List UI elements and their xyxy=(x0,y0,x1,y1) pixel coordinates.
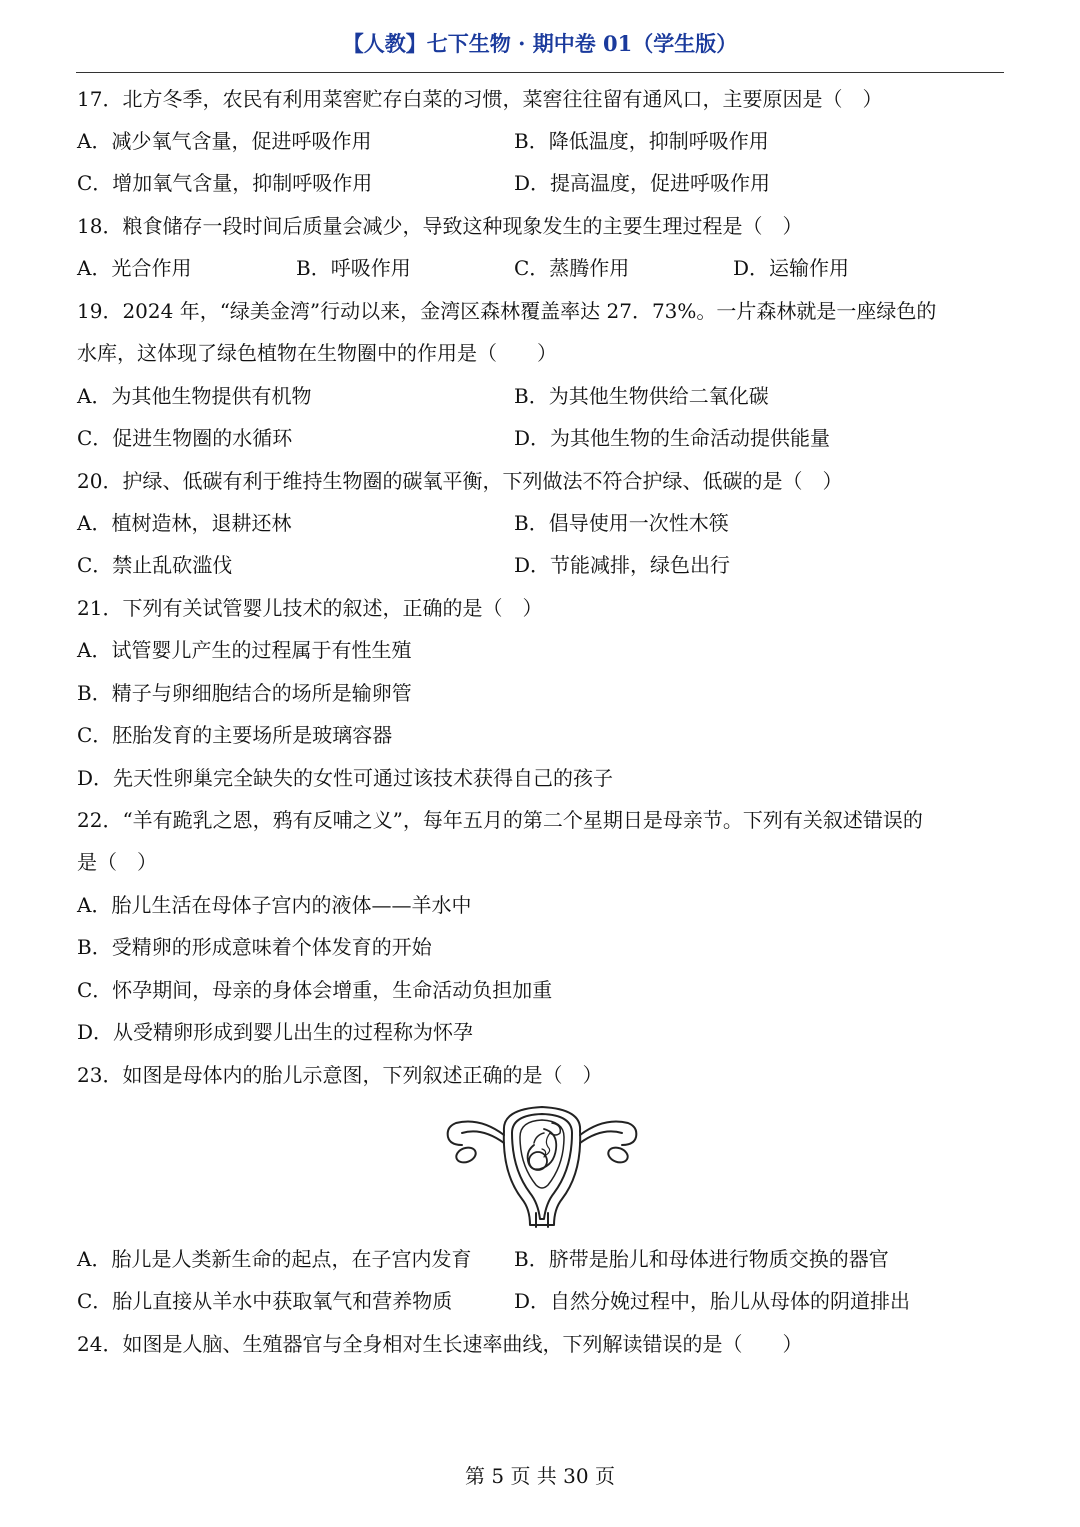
question-17-option-a: A．减少氧气含量，促进呼吸作用 xyxy=(77,129,372,153)
question-22-option-b: B．受精卵的形成意味着个体发育的开始 xyxy=(77,935,432,959)
question-22-stem-line-1: 22．“羊有跪乳之恩，鸦有反哺之义”，每年五月的第二个星期日是母亲节。下列有关叙述错误的 xyxy=(77,808,923,832)
question-20-option-b: B．倡导使用一次性木筷 xyxy=(514,511,729,535)
question-19-option-d: D．为其他生物的生命活动提供能量 xyxy=(514,426,831,450)
question-18-stem: 18．粮食储存一段时间后质量会减少，导致这种现象发生的主要生理过程是（ ） xyxy=(77,214,803,238)
question-18-option-b: B．呼吸作用 xyxy=(296,256,411,280)
question-19-option-c: C．促进生物圈的水循环 xyxy=(77,426,293,450)
question-21-option-d: D．先天性卵巢完全缺失的女性可通过该技术获得自己的孩子 xyxy=(77,766,614,790)
page-header-title: 【人教】七下生物 · 期中卷 01（学生版） xyxy=(342,31,738,56)
question-18-option-a: A．光合作用 xyxy=(77,256,192,280)
question-19-option-b: B．为其他生物供给二氧化碳 xyxy=(514,384,769,408)
question-22-option-a: A．胎儿生活在母体子宫内的液体——羊水中 xyxy=(77,893,472,917)
question-22-option-d: D．从受精卵形成到婴儿出生的过程称为怀孕 xyxy=(77,1020,474,1044)
question-17-stem: 17．北方冬季，农民有利用菜窖贮存白菜的习惯，菜窖往往留有通风口，主要原因是（ ） xyxy=(77,87,883,111)
question-20-option-d: D．节能减排，绿色出行 xyxy=(514,553,731,577)
question-17-option-b: B．降低温度，抑制呼吸作用 xyxy=(514,129,769,153)
header-rule xyxy=(76,72,1004,73)
page-number-footer: 第 5 页 共 30 页 xyxy=(465,1464,615,1488)
question-24-stem: 24．如图是人脑、生殖器官与全身相对生长速率曲线，下列解读错误的是（ ） xyxy=(77,1332,803,1356)
question-20-stem: 20．护绿、低碳有利于维持生物圈的碳氧平衡，下列做法不符合护绿、低碳的是（ ） xyxy=(77,469,843,493)
question-23-option-d: D．自然分娩过程中，胎儿从母体的阴道排出 xyxy=(514,1289,911,1313)
question-19-option-a: A．为其他生物提供有机物 xyxy=(77,384,312,408)
question-19-stem-line-1: 19．2024 年，“绿美金湾”行动以来，金湾区森林覆盖率达 27．73%。一片森林就是一座绿色的 xyxy=(77,299,937,323)
question-21-option-a: A．试管婴儿产生的过程属于有性生殖 xyxy=(77,638,412,662)
fetus-in-uterus-figure xyxy=(444,1103,640,1229)
question-19-stem-line-2: 水库，这体现了绿色植物在生物圈中的作用是（ ） xyxy=(77,341,557,365)
question-18-option-c: C．蒸腾作用 xyxy=(514,256,630,280)
question-23-option-b: B．脐带是胎儿和母体进行物质交换的器官 xyxy=(514,1247,889,1271)
question-22-option-c: C．怀孕期间，母亲的身体会增重，生命活动负担加重 xyxy=(77,978,553,1002)
question-17-option-c: C．增加氧气含量，抑制呼吸作用 xyxy=(77,171,373,195)
question-21-option-b: B．精子与卵细胞结合的场所是输卵管 xyxy=(77,681,412,705)
question-18-option-d: D．运输作用 xyxy=(733,256,850,280)
question-17-option-d: D．提高温度，促进呼吸作用 xyxy=(514,171,771,195)
question-20-option-a: A．植树造林，退耕还林 xyxy=(77,511,292,535)
question-23-stem: 23．如图是母体内的胎儿示意图，下列叙述正确的是（ ） xyxy=(77,1063,603,1087)
question-22-stem-line-2: 是（ ） xyxy=(77,850,157,874)
question-23-option-c: C．胎儿直接从羊水中获取氧气和营养物质 xyxy=(77,1289,453,1313)
question-21-stem: 21．下列有关试管婴儿技术的叙述，正确的是（ ） xyxy=(77,596,543,620)
question-23-option-a: A．胎儿是人类新生命的起点，在子宫内发育 xyxy=(77,1247,472,1271)
question-20-option-c: C．禁止乱砍滥伐 xyxy=(77,553,233,577)
question-21-option-c: C．胚胎发育的主要场所是玻璃容器 xyxy=(77,723,393,747)
